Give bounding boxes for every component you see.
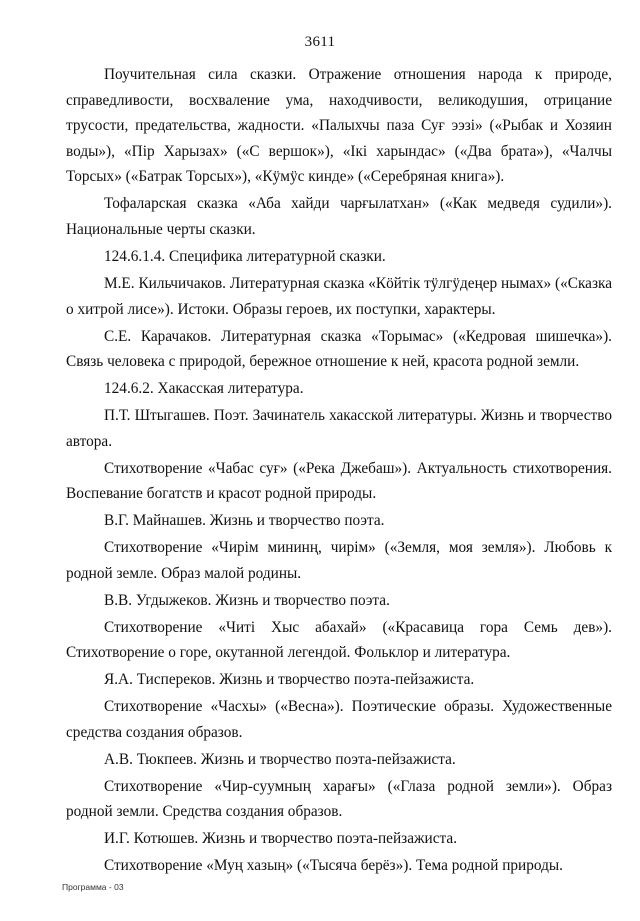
page-footer: Программа - 03 <box>62 882 124 892</box>
paragraph-chir-suum: Стихотворение «Чир-суумның харағы» («Глаза родной земли»). Образ родной земли. Средства создания образов. <box>66 777 612 821</box>
paragraph-chiti-khys: Стихотворение «Читі Хыс абахай» («Красавица гора Семь дев»). Стихотворение о горе, окутанной легендой. Фольклор и литература. <box>66 618 612 662</box>
paragraph-chirim: Стихотворение «Чирім мининң, чирім» («Земля, моя земля»). Любовь к родной земле. Образ малой родины. <box>66 539 612 582</box>
paragraph-shtygashev: П.Т. Штыгашев. Поэт. Зачинатель хакасской литературы. Жизнь и творчество автора. <box>66 407 612 450</box>
paragraph-tisperekov: Я.А. Тиспереков. Жизнь и творчество поэта-пейзажиста. <box>104 671 475 689</box>
paragraph-folk-tales: Поучительная сила сказки. Отражение отношения народа к природе, справедливости, восхваление ума, находчивости, великодушия, отрицание трусости, предательства, жадности. «Палыхчы паза Суғ ээзі» («Рыбак и Хозяин воды»), «Пір Харызах» («С вершок»), «Ікі харындас» («Два брата»), «Чалчы Торсых» («Батрак Торсых»), «Кӱмӱс кинде» («Серебряная книга»). <box>66 66 612 186</box>
paragraph-karachakov: С.Е. Карачаков. Литературная сказка «Торымас» («Кедровая шишечка»). Связь человека с природой, бережное отношение к ней, красота родной земли. <box>66 327 612 371</box>
paragraph-kilchichakov: М.Е. Кильчичаков. Литературная сказка «Кӧйтік тӱлгӱдеңер нымах» («Сказка о хитрой лисе»). Истоки. Образы героев, их поступки, характеры. <box>66 274 612 318</box>
paragraph-tofalar-tale: Тофаларская сказка «Аба хайди чарғылатхан» («Как медведя судили»). Национальные черты сказки. <box>66 195 612 238</box>
paragraph-kotyushev: И.Г. Котюшев. Жизнь и творчество поэта-пейзажиста. <box>104 830 458 848</box>
paragraph-mun-khazyn: Стихотворение «Муң хазың» («Тысяча берёз»). Тема родной природы. <box>104 857 563 875</box>
page-number: 3611 <box>304 34 336 50</box>
paragraph-chaskhy: Стихотворение «Часхы» («Весна»). Поэтические образы. Художественные средства создания образов. <box>66 698 612 741</box>
paragraph-chabas-sug: Стихотворение «Чабас суғ» («Река Джебаш»). Актуальность стихотворения. Воспевание богатств и красот родной природы. <box>66 459 612 503</box>
paragraph-mainashev: В.Г. Майнашев. Жизнь и творчество поэта. <box>104 512 385 530</box>
section-heading-khakas-literature: 124.6.2. Хакасская литература. <box>104 380 304 398</box>
section-heading-literary-tale: 124.6.1.4. Специфика литературной сказки. <box>104 247 386 265</box>
document-body <box>66 62 612 880</box>
paragraph-ugdyzhekov: В.В. Угдыжеков. Жизнь и творчество поэта. <box>104 591 390 609</box>
paragraph-tyukpeev: А.В. Тюкпеев. Жизнь и творчество поэта-пейзажиста. <box>104 750 456 768</box>
